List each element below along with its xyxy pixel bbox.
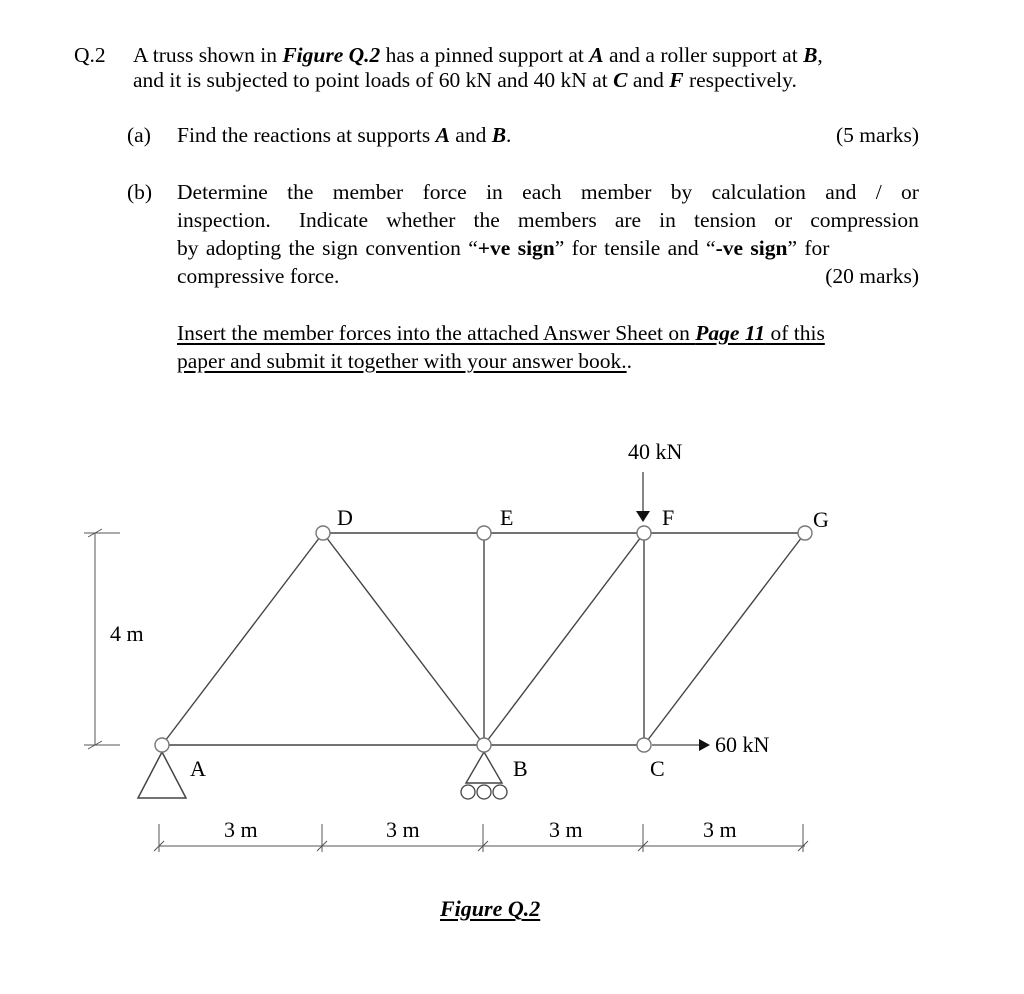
node-label-C: C	[650, 756, 665, 781]
dim-label-span: 3 m	[386, 817, 420, 842]
word: Determine	[177, 180, 268, 204]
word: the	[473, 208, 500, 232]
part-a-text-segment: and	[449, 123, 492, 147]
word: member	[580, 180, 652, 204]
sign-tensile: +ve sign	[477, 236, 555, 260]
joint-A	[155, 738, 169, 752]
word: calculation	[711, 180, 806, 204]
text-segment: ” for tensile and “	[554, 236, 716, 260]
intro-text: A truss shown in	[133, 43, 283, 67]
word: force	[422, 180, 467, 204]
intro-text: and a roller support at	[603, 43, 804, 67]
node-label-A: A	[190, 756, 206, 781]
joint-C	[637, 738, 651, 752]
pin-support-icon	[138, 752, 186, 798]
node-ref: C	[613, 68, 628, 92]
part-b-line4: compressive force.	[177, 264, 340, 288]
node-ref: B	[803, 43, 818, 67]
node-ref: B	[491, 123, 507, 147]
roller-wheel	[461, 785, 475, 799]
member-CG	[644, 533, 805, 745]
intro-text: and	[627, 68, 670, 92]
roller-wheels-icon	[461, 785, 507, 799]
joint-B	[477, 738, 491, 752]
intro-text: respectively.	[683, 68, 797, 92]
intro-text: and it is subjected to point loads of 60 kN and 40 kN at	[133, 68, 614, 92]
roller-wheel	[477, 785, 491, 799]
arrow-down-icon	[636, 511, 650, 522]
sign-compressive: -ve sign	[715, 236, 788, 260]
intro-text: has a pinned support at	[380, 43, 590, 67]
part-a-label: (a)	[127, 123, 151, 147]
member-BF	[484, 533, 644, 745]
word: in	[659, 208, 676, 232]
part-a-marks: (5 marks)	[836, 123, 919, 147]
part-a-text-segment: Find the reactions at supports	[177, 123, 436, 147]
joint-F	[637, 526, 651, 540]
figure-ref: Figure Q.2	[282, 43, 381, 67]
member-DB	[323, 533, 484, 745]
page-ref: Page 11	[695, 321, 766, 345]
word: whether	[386, 208, 456, 232]
instruction-text: of this	[765, 321, 825, 345]
node-ref: F	[669, 68, 684, 92]
dim-label-span: 3 m	[224, 817, 258, 842]
word: or	[774, 208, 793, 232]
node-ref: A	[435, 123, 450, 147]
question-number: Q.2	[74, 43, 106, 67]
text-segment: ” for	[787, 236, 830, 260]
instruction-text: Insert the member forces into the attached Answer Sheet on	[177, 321, 696, 345]
word: by	[670, 180, 693, 204]
member-AD	[162, 533, 323, 745]
word: and	[825, 180, 857, 204]
word: Indicate	[298, 208, 369, 232]
word: inspection.	[177, 208, 271, 232]
dim-label-span: 3 m	[549, 817, 583, 842]
instruction-text: paper and submit it together with your answer book.	[177, 349, 627, 373]
load-label-40kN: 40 kN	[628, 439, 683, 464]
word: or	[901, 180, 919, 204]
word: member	[332, 180, 404, 204]
text-segment: by adopting the sign convention “	[177, 236, 478, 260]
joint-E	[477, 526, 491, 540]
word: compression	[810, 208, 919, 232]
node-label-E: E	[500, 505, 514, 530]
word: in	[486, 180, 503, 204]
dim-label-span: 3 m	[703, 817, 737, 842]
word: are	[614, 208, 642, 232]
part-b-marks: (20 marks)	[825, 264, 919, 288]
arrow-right-icon	[699, 739, 710, 751]
roller-wheel	[493, 785, 507, 799]
word: tension	[693, 208, 757, 232]
part-b-label: (b)	[127, 180, 153, 204]
word: each	[522, 180, 562, 204]
period: .	[626, 349, 632, 373]
node-label-G: G	[813, 507, 829, 532]
joint-G	[798, 526, 812, 540]
figure-caption-text: Figure Q.2	[440, 896, 541, 921]
roller-support-icon	[466, 752, 502, 783]
word: members	[517, 208, 597, 232]
node-label-D: D	[337, 505, 353, 530]
word: /	[875, 180, 882, 204]
truss-members	[162, 533, 805, 745]
node-label-F: F	[662, 505, 675, 530]
joint-D	[316, 526, 330, 540]
node-ref: A	[589, 43, 604, 67]
intro-text: ,	[817, 43, 823, 67]
word: the	[287, 180, 314, 204]
figure-caption	[440, 896, 540, 922]
dim-label-height: 4 m	[110, 621, 144, 646]
node-label-B: B	[513, 756, 528, 781]
load-label-60kN: 60 kN	[715, 732, 770, 757]
part-a-text-segment: .	[506, 123, 512, 147]
